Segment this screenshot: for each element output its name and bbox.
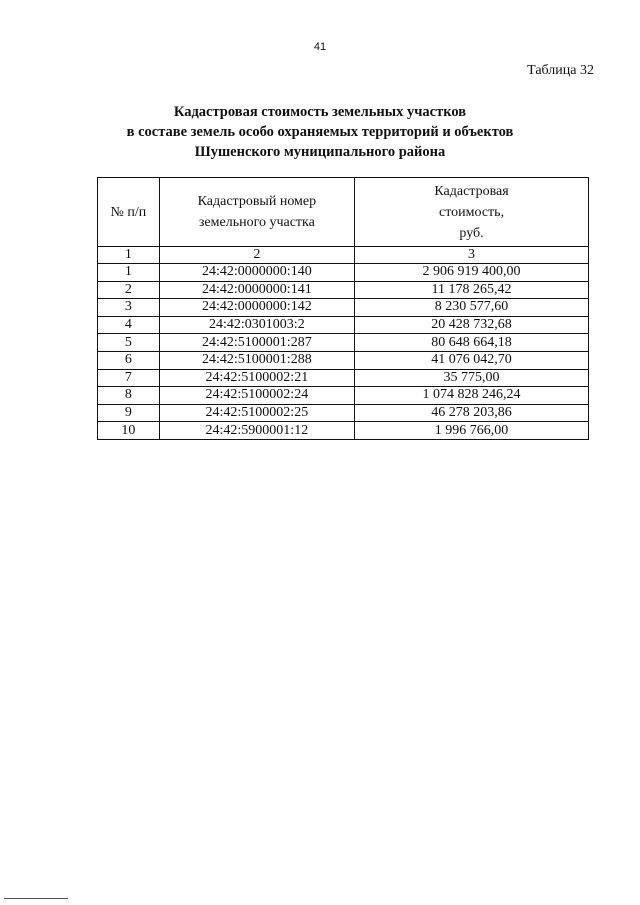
cadastral-number: 24:42:0000000:142 <box>159 299 354 317</box>
table-row <box>98 351 589 369</box>
table-row <box>98 369 589 387</box>
title-line: в составе земель особо охраняемых территорий и объектов <box>126 124 514 140</box>
table-row <box>98 387 589 405</box>
cadastral-value: 8 230 577,60 <box>355 299 589 317</box>
cadastral-number: 24:42:5100002:25 <box>159 404 354 422</box>
table-row <box>98 281 589 299</box>
header-text: Кадастровый номер <box>197 194 317 209</box>
cadastral-value-table <box>97 177 589 440</box>
cadastral-value: 11 178 265,42 <box>355 281 589 299</box>
cadastral-number: 24:42:5100002:24 <box>159 387 354 405</box>
cadastral-number: 24:42:5900001:12 <box>159 422 354 440</box>
header-cadastral-value <box>355 178 589 247</box>
table-row <box>98 299 589 317</box>
row-number: 3 <box>98 299 160 317</box>
page-number: 41 <box>313 41 327 53</box>
header-text: стоимость, <box>439 204 505 220</box>
row-number: 1 <box>98 264 160 282</box>
column-number: 3 <box>355 247 589 264</box>
row-number: 7 <box>98 369 160 387</box>
column-number: 2 <box>159 247 354 264</box>
cadastral-number: 24:42:5100001:288 <box>159 351 354 369</box>
table-row <box>98 316 589 334</box>
cadastral-value: 2 906 919 400,00 <box>355 264 589 282</box>
row-number: 10 <box>98 422 160 440</box>
cadastral-value: 1 996 766,00 <box>355 422 589 440</box>
table-row <box>98 422 589 440</box>
title-line: Кадастровая стоимость земельных участков <box>173 104 467 120</box>
table-row <box>98 264 589 282</box>
cadastral-number: 24:42:0000000:140 <box>159 264 354 282</box>
row-number: 6 <box>98 351 160 369</box>
header-row-number <box>98 178 160 247</box>
cadastral-value: 20 428 732,68 <box>355 316 589 334</box>
cadastral-value: 80 648 664,18 <box>355 334 589 352</box>
cadastral-number: 24:42:5100001:287 <box>159 334 354 352</box>
column-number-row <box>98 247 589 264</box>
table-row <box>98 404 589 422</box>
header-text: Кадастровая <box>434 183 509 199</box>
table-label: Таблица 32 <box>527 63 594 78</box>
header-text: руб. <box>459 225 484 241</box>
row-number: 2 <box>98 281 160 299</box>
row-number: 8 <box>98 387 160 405</box>
header-text: земельного участка <box>198 215 315 230</box>
title-line: Шушенского муниципального района <box>194 144 446 160</box>
cadastral-value: 35 775,00 <box>355 369 589 387</box>
cadastral-number: 24:42:5100002:21 <box>159 369 354 387</box>
table-row <box>98 334 589 352</box>
row-number: 4 <box>98 316 160 334</box>
cadastral-value: 41 076 042,70 <box>355 351 589 369</box>
cadastral-value: 46 278 203,86 <box>355 404 589 422</box>
header-cadastral-number <box>159 178 354 247</box>
row-number: 5 <box>98 334 160 352</box>
cadastral-number: 24:42:0301003:2 <box>159 316 354 334</box>
column-number: 1 <box>98 247 160 264</box>
cadastral-number: 24:42:0000000:141 <box>159 281 354 299</box>
document-title <box>0 102 640 162</box>
footer-rule <box>4 898 68 899</box>
row-number: 9 <box>98 404 160 422</box>
cadastral-value: 1 074 828 246,24 <box>355 387 589 405</box>
table-header-row <box>98 178 589 247</box>
header-text: № п/п <box>110 204 147 220</box>
